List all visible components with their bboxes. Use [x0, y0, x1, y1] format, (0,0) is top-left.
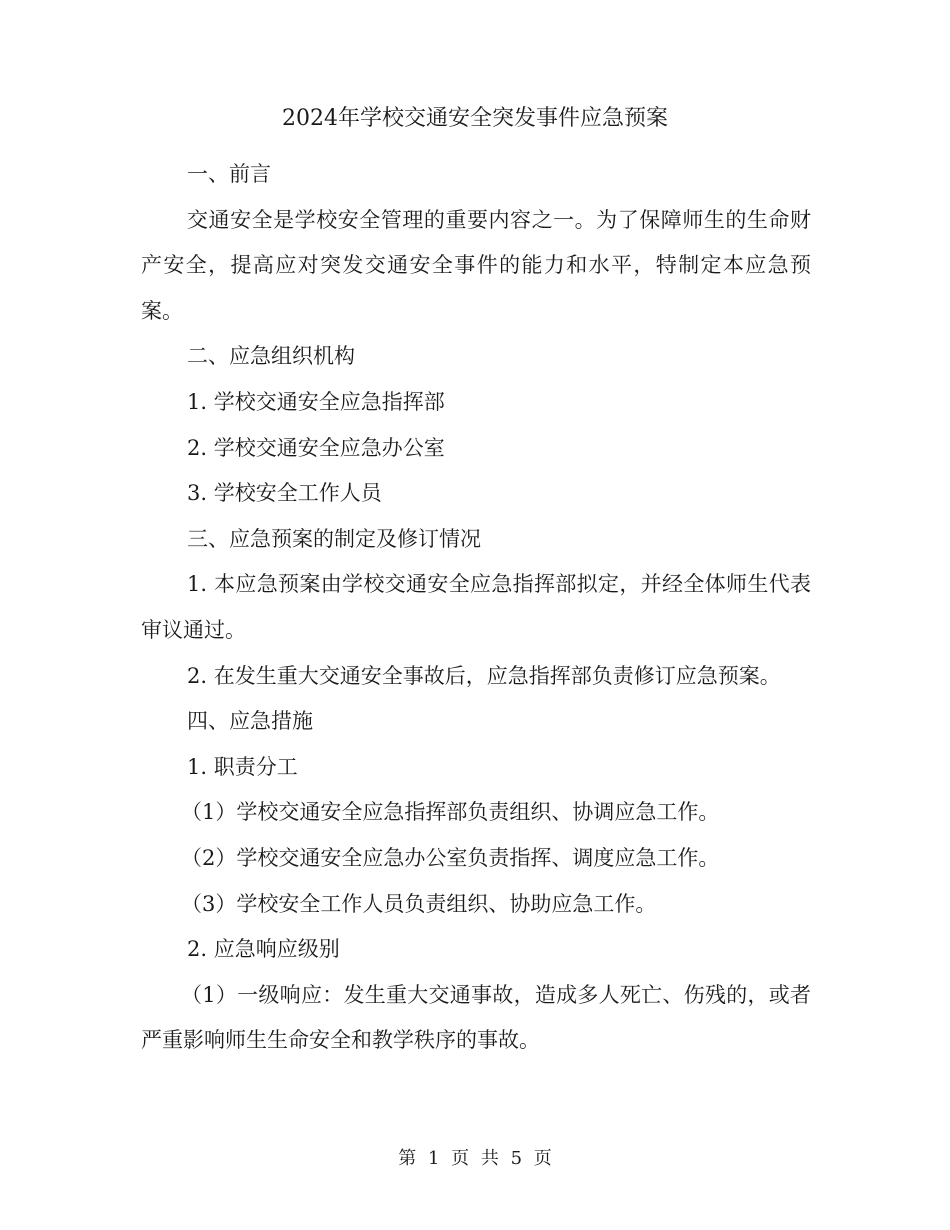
list-item-org-3: 3. 学校安全工作人员 [187, 481, 382, 506]
list-item-duty-3: （3）学校安全工作人员负责组织、协助应急工作。 [181, 891, 657, 916]
list-item-formulation-1: 1. 本应急预案由学校交通安全应急指挥部拟定，并经全体师生代表审议通过。 [141, 572, 811, 642]
list-item-org-2: 2. 学校交通安全应急办公室 [187, 435, 445, 460]
document-title: 2024年学校交通安全突发事件应急预案 [282, 106, 668, 131]
section-heading-organization: 二、应急组织机构 [187, 344, 355, 369]
page-footer: 第 1 页 共 5 页 [398, 1148, 552, 1169]
section-heading-measures: 四、应急措施 [187, 709, 313, 734]
section-heading-formulation: 三、应急预案的制定及修订情况 [187, 526, 481, 551]
list-item-formulation-2: 2. 在发生重大交通安全事故后，应急指挥部负责修订应急预案。 [187, 663, 781, 688]
paragraph-preface-body: 交通安全是学校安全管理的重要内容之一。为了保障师生的生命财产安全，提高应对突发交通安全事件的能力和水平，特制定本应急预案。 [141, 207, 811, 323]
list-item-response-1: （1）一级响应：发生重大交通事故，造成多人死亡、伤残的，或者严重影响师生生命安全和教学秩序的事故。 [141, 982, 811, 1053]
list-item-duty-1: （1）学校交通安全应急指挥部负责组织、协调应急工作。 [181, 800, 720, 825]
section-heading-preface: 一、前言 [187, 162, 271, 186]
list-item-measures-1: 1. 职责分工 [187, 754, 298, 779]
list-item-org-1: 1. 学校交通安全应急指挥部 [187, 389, 445, 414]
document-body [141, 152, 811, 1064]
list-item-duty-2: （2）学校交通安全应急办公室负责指挥、调度应急工作。 [181, 845, 720, 870]
list-item-measures-2: 2. 应急响应级别 [187, 937, 340, 962]
